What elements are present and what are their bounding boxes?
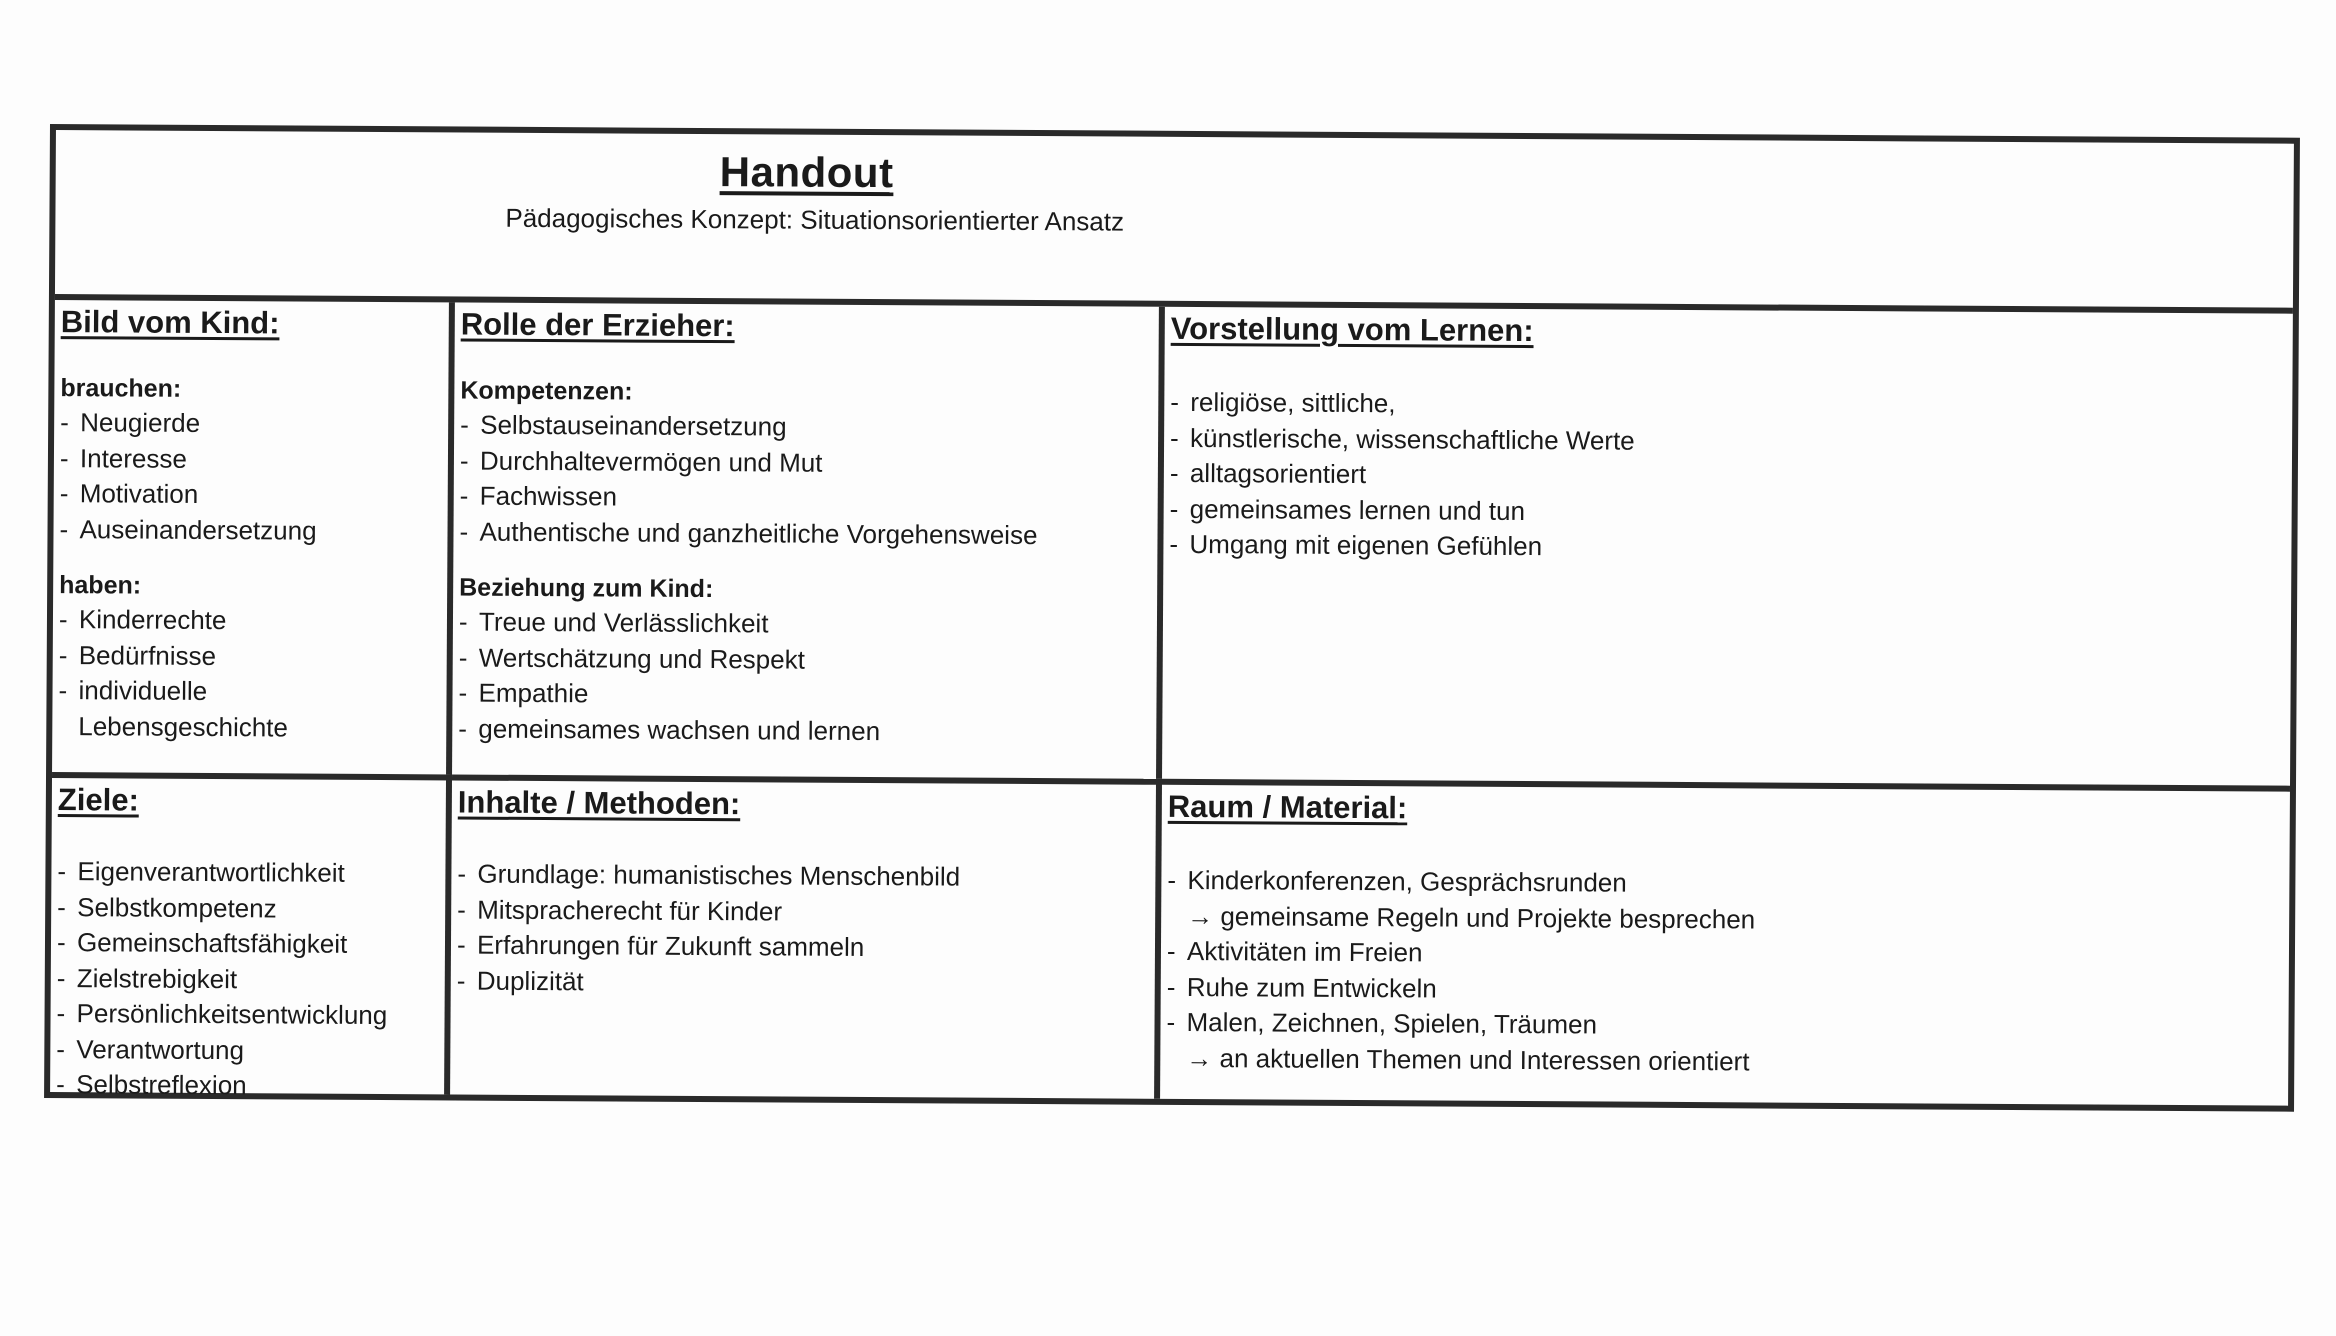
list-item: - Mitspracherecht für Kinder	[457, 892, 1149, 932]
cell-vorstellung-vom-lernen	[1162, 307, 2293, 786]
list-item: - Neugierde	[60, 405, 442, 443]
cell-raum-material	[1160, 779, 2290, 1106]
group-label-kompetenzen: Kompetenzen:	[460, 376, 633, 406]
list-item: - Selbstauseinandersetzung	[460, 408, 1152, 448]
list-item: - Selbstreflexion	[56, 1067, 438, 1105]
list-item: → gemeinsame Regeln und Projekte besprechen	[1187, 900, 1756, 934]
list-item: - Zielstrebigkeit	[57, 961, 439, 999]
list-item: - Interesse	[60, 441, 442, 479]
list-item: - Kinderkonferenzen, Gesprächsrunden	[1167, 863, 2283, 905]
cell-title-inhalte-methoden: Inhalte / Methoden:	[457, 784, 741, 822]
list-item: - Eigenverantwortlichkeit	[57, 854, 439, 892]
list-item: - Umgang mit eigenen Gefühlen	[1169, 527, 2285, 569]
cell-title-bild-vom-kind: Bild vom Kind:	[60, 304, 280, 341]
list-kompetenzen	[459, 408, 1152, 554]
list-item: - Fachwissen	[460, 479, 1152, 519]
group-kompetenzen	[459, 375, 1152, 554]
group-brauchen	[59, 372, 442, 549]
list-item: - Kinderrechte	[59, 602, 441, 640]
cell-rolle-der-erzieher	[452, 302, 1165, 778]
list-item: Lebensgeschichte	[78, 710, 289, 742]
handout-sheet	[44, 124, 2300, 1112]
group-haben	[58, 569, 441, 746]
list-haben	[58, 602, 441, 746]
cell-title-vorstellung-vom-lernen: Vorstellung vom Lernen:	[1170, 310, 1534, 349]
list-item: - gemeinsames wachsen und lernen	[458, 711, 1150, 751]
cell-title-raum-material: Raum / Material:	[1167, 788, 1408, 826]
cell-ziele	[50, 772, 452, 1101]
group-label-brauchen: brauchen:	[60, 374, 182, 403]
list-inhalte-methoden	[457, 857, 1150, 1003]
list-item: - Erfahrungen für Zukunft sammeln	[457, 928, 1149, 968]
list-item: - Duplizität	[457, 963, 1149, 1003]
page-subtitle: Pädagogisches Konzept: Situationsorientierter Ansatz	[505, 202, 1125, 237]
group-label-beziehung: Beziehung zum Kind:	[459, 573, 714, 604]
cell-title-ziele: Ziele:	[57, 782, 139, 818]
cell-inhalte-methoden	[450, 774, 1162, 1098]
list-item: - Gemeinschaftsfähigkeit	[57, 925, 439, 963]
page-title: Handout	[719, 148, 894, 197]
list-item: - Bedürfnisse	[59, 638, 441, 676]
list-raum-material	[1166, 863, 2283, 1083]
group-label-haben: haben:	[59, 571, 142, 600]
list-item: - Motivation	[60, 476, 442, 514]
list-item: - alltagsorientiert	[1170, 456, 2286, 498]
list-item: - individuelle	[58, 673, 440, 711]
group-beziehung	[458, 572, 1151, 751]
list-item: - Auseinandersetzung	[59, 512, 441, 550]
cell-title-rolle-der-erzieher: Rolle der Erzieher:	[460, 306, 735, 344]
list-item: - künstlerische, wissenschaftliche Werte	[1170, 420, 2286, 462]
list-item: - Verantwortung	[56, 1032, 438, 1070]
list-item: - Selbstkompetenz	[57, 890, 439, 928]
list-item: - Treue und Verlässlichkeit	[459, 605, 1151, 645]
list-item: - Aktivitäten im Freien	[1167, 934, 2283, 976]
list-item: - Malen, Zeichnen, Spielen, Träumen	[1166, 1005, 2282, 1047]
cell-bild-vom-kind	[52, 300, 455, 774]
list-vorstellung-vom-lernen	[1169, 385, 2286, 569]
list-item: - Empathie	[458, 676, 1150, 716]
list-ziele	[56, 854, 440, 1105]
list-item: - Ruhe zum Entwickeln	[1167, 969, 2283, 1011]
list-item: - gemeinsames lernen und tun	[1170, 491, 2286, 533]
list-item: - Wertschätzung und Respekt	[459, 640, 1151, 680]
list-item: - Grundlage: humanistisches Menschenbild	[457, 857, 1149, 897]
handout-header	[55, 130, 2294, 314]
list-item: - Durchhaltevermögen und Mut	[460, 443, 1152, 483]
list-item: → an aktuellen Themen und Interessen orientiert	[1186, 1042, 1750, 1076]
list-brauchen	[59, 405, 442, 549]
list-beziehung	[458, 605, 1151, 751]
list-item: - religiöse, sittliche,	[1170, 385, 2286, 427]
list-item: - Persönlichkeitsentwicklung	[56, 996, 438, 1034]
list-item: - Authentische und ganzheitliche Vorgehensweise	[459, 514, 1151, 554]
